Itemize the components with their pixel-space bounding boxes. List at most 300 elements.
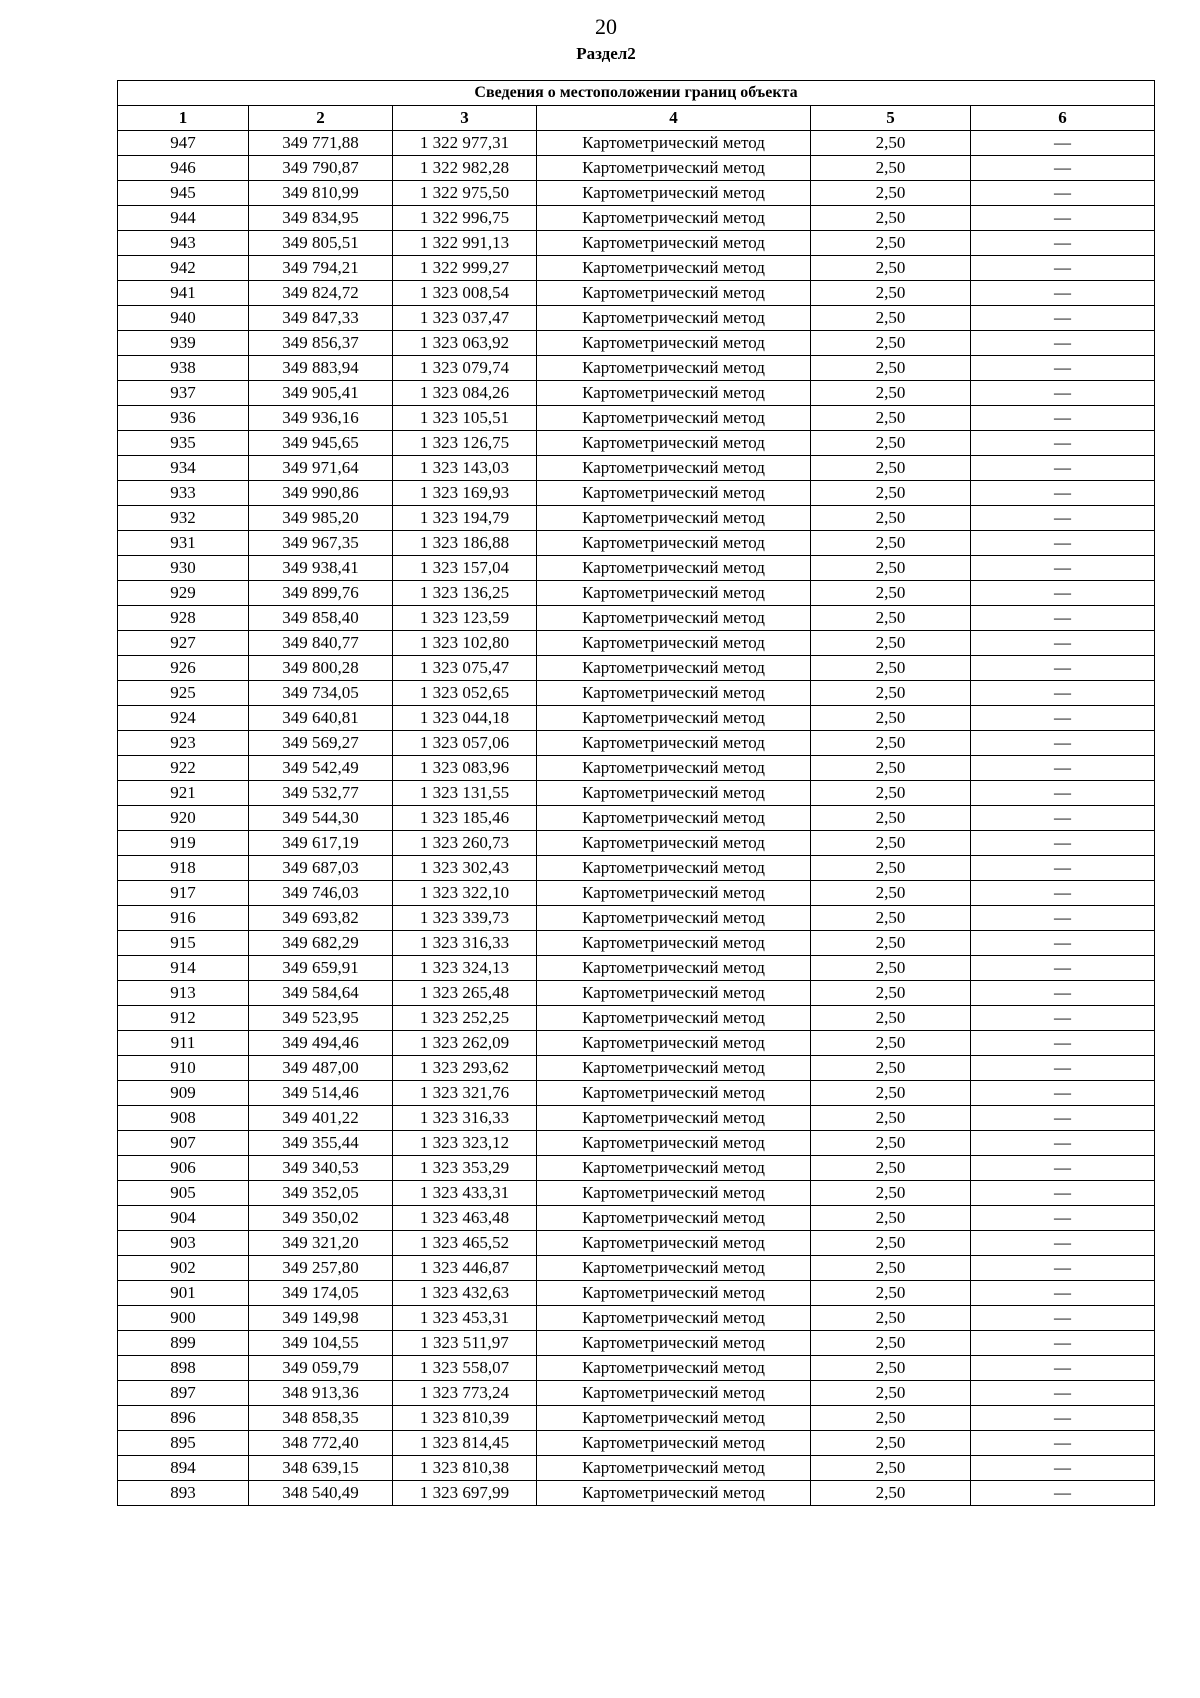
x-coordinate-cell: 349 257,80 [249, 1256, 393, 1281]
x-coordinate-cell: 349 794,21 [249, 256, 393, 281]
column-header: 5 [811, 106, 971, 131]
table-body [118, 81, 1155, 1506]
point-number-cell: 943 [118, 231, 249, 256]
point-number-cell: 920 [118, 806, 249, 831]
method-cell: Картометрический метод [537, 956, 811, 981]
table-row [118, 1081, 1155, 1106]
y-coordinate-cell: 1 323 037,47 [393, 306, 537, 331]
method-cell: Картометрический метод [537, 481, 811, 506]
table-row [118, 1356, 1155, 1381]
table-row [118, 681, 1155, 706]
method-cell: Картометрический метод [537, 781, 811, 806]
note-cell: — [971, 1181, 1155, 1206]
point-number-cell: 900 [118, 1306, 249, 1331]
note-cell: — [971, 1431, 1155, 1456]
point-number-cell: 905 [118, 1181, 249, 1206]
accuracy-cell: 2,50 [811, 1331, 971, 1356]
point-number-cell: 912 [118, 1006, 249, 1031]
column-header: 1 [118, 106, 249, 131]
y-coordinate-cell: 1 323 123,59 [393, 606, 537, 631]
note-cell: — [971, 956, 1155, 981]
method-cell: Картометрический метод [537, 1381, 811, 1406]
table-row [118, 1231, 1155, 1256]
point-number-cell: 913 [118, 981, 249, 1006]
table-row [118, 1481, 1155, 1506]
x-coordinate-cell: 349 824,72 [249, 281, 393, 306]
method-cell: Картометрический метод [537, 1181, 811, 1206]
x-coordinate-cell: 349 687,03 [249, 856, 393, 881]
table-row [118, 656, 1155, 681]
accuracy-cell: 2,50 [811, 506, 971, 531]
method-cell: Картометрический метод [537, 306, 811, 331]
note-cell: — [971, 881, 1155, 906]
y-coordinate-cell: 1 323 814,45 [393, 1431, 537, 1456]
method-cell: Картометрический метод [537, 1481, 811, 1506]
y-coordinate-cell: 1 323 322,10 [393, 881, 537, 906]
method-cell: Картометрический метод [537, 556, 811, 581]
point-number-cell: 922 [118, 756, 249, 781]
accuracy-cell: 2,50 [811, 1381, 971, 1406]
y-coordinate-cell: 1 322 996,75 [393, 206, 537, 231]
note-cell: — [971, 1231, 1155, 1256]
point-number-cell: 946 [118, 156, 249, 181]
point-number-cell: 893 [118, 1481, 249, 1506]
y-coordinate-cell: 1 322 975,50 [393, 181, 537, 206]
note-cell: — [971, 1456, 1155, 1481]
method-cell: Картометрический метод [537, 606, 811, 631]
method-cell: Картометрический метод [537, 931, 811, 956]
method-cell: Картометрический метод [537, 1281, 811, 1306]
x-coordinate-cell: 349 936,16 [249, 406, 393, 431]
method-cell: Картометрический метод [537, 881, 811, 906]
note-cell: — [971, 1081, 1155, 1106]
table-row [118, 881, 1155, 906]
y-coordinate-cell: 1 323 102,80 [393, 631, 537, 656]
x-coordinate-cell: 349 532,77 [249, 781, 393, 806]
point-number-cell: 908 [118, 1106, 249, 1131]
x-coordinate-cell: 348 772,40 [249, 1431, 393, 1456]
accuracy-cell: 2,50 [811, 406, 971, 431]
point-number-cell: 914 [118, 956, 249, 981]
note-cell: — [971, 1106, 1155, 1131]
y-coordinate-cell: 1 323 063,92 [393, 331, 537, 356]
accuracy-cell: 2,50 [811, 1031, 971, 1056]
point-number-cell: 939 [118, 331, 249, 356]
table-row [118, 756, 1155, 781]
x-coordinate-cell: 349 104,55 [249, 1331, 393, 1356]
accuracy-cell: 2,50 [811, 1056, 971, 1081]
method-cell: Картометрический метод [537, 506, 811, 531]
table-row [118, 206, 1155, 231]
note-cell: — [971, 381, 1155, 406]
point-number-cell: 934 [118, 456, 249, 481]
y-coordinate-cell: 1 323 463,48 [393, 1206, 537, 1231]
point-number-cell: 936 [118, 406, 249, 431]
method-cell: Картометрический метод [537, 156, 811, 181]
y-coordinate-cell: 1 323 302,43 [393, 856, 537, 881]
accuracy-cell: 2,50 [811, 131, 971, 156]
accuracy-cell: 2,50 [811, 806, 971, 831]
accuracy-cell: 2,50 [811, 481, 971, 506]
method-cell: Картометрический метод [537, 1231, 811, 1256]
accuracy-cell: 2,50 [811, 656, 971, 681]
method-cell: Картометрический метод [537, 1156, 811, 1181]
method-cell: Картометрический метод [537, 856, 811, 881]
note-cell: — [971, 831, 1155, 856]
note-cell: — [971, 1481, 1155, 1506]
table-row [118, 456, 1155, 481]
x-coordinate-cell: 349 734,05 [249, 681, 393, 706]
note-cell: — [971, 856, 1155, 881]
table-row [118, 981, 1155, 1006]
x-coordinate-cell: 349 401,22 [249, 1106, 393, 1131]
point-number-cell: 933 [118, 481, 249, 506]
y-coordinate-cell: 1 323 324,13 [393, 956, 537, 981]
x-coordinate-cell: 349 834,95 [249, 206, 393, 231]
x-coordinate-cell: 348 639,15 [249, 1456, 393, 1481]
method-cell: Картометрический метод [537, 1356, 811, 1381]
point-number-cell: 895 [118, 1431, 249, 1456]
method-cell: Картометрический метод [537, 1031, 811, 1056]
x-coordinate-cell: 349 523,95 [249, 1006, 393, 1031]
accuracy-cell: 2,50 [811, 631, 971, 656]
x-coordinate-cell: 349 494,46 [249, 1031, 393, 1056]
point-number-cell: 919 [118, 831, 249, 856]
point-number-cell: 947 [118, 131, 249, 156]
note-cell: — [971, 981, 1155, 1006]
table-row [118, 806, 1155, 831]
y-coordinate-cell: 1 323 136,25 [393, 581, 537, 606]
y-coordinate-cell: 1 323 433,31 [393, 1181, 537, 1206]
y-coordinate-cell: 1 322 991,13 [393, 231, 537, 256]
x-coordinate-cell: 349 059,79 [249, 1356, 393, 1381]
x-coordinate-cell: 349 355,44 [249, 1131, 393, 1156]
note-cell: — [971, 356, 1155, 381]
y-coordinate-cell: 1 323 052,65 [393, 681, 537, 706]
point-number-cell: 910 [118, 1056, 249, 1081]
point-number-cell: 896 [118, 1406, 249, 1431]
accuracy-cell: 2,50 [811, 906, 971, 931]
table-row [118, 1106, 1155, 1131]
method-cell: Картометрический метод [537, 1131, 811, 1156]
x-coordinate-cell: 349 352,05 [249, 1181, 393, 1206]
x-coordinate-cell: 349 971,64 [249, 456, 393, 481]
method-cell: Картометрический метод [537, 1406, 811, 1431]
point-number-cell: 902 [118, 1256, 249, 1281]
method-cell: Картометрический метод [537, 1456, 811, 1481]
x-coordinate-cell: 349 790,87 [249, 156, 393, 181]
table-row [118, 531, 1155, 556]
x-coordinate-cell: 348 913,36 [249, 1381, 393, 1406]
point-number-cell: 907 [118, 1131, 249, 1156]
y-coordinate-cell: 1 323 262,09 [393, 1031, 537, 1056]
x-coordinate-cell: 349 771,88 [249, 131, 393, 156]
table-row [118, 731, 1155, 756]
table-row [118, 1331, 1155, 1356]
point-number-cell: 903 [118, 1231, 249, 1256]
accuracy-cell: 2,50 [811, 431, 971, 456]
table-row [118, 506, 1155, 531]
point-number-cell: 944 [118, 206, 249, 231]
method-cell: Картометрический метод [537, 656, 811, 681]
note-cell: — [971, 556, 1155, 581]
method-cell: Картометрический метод [537, 731, 811, 756]
y-coordinate-cell: 1 323 293,62 [393, 1056, 537, 1081]
x-coordinate-cell: 349 617,19 [249, 831, 393, 856]
x-coordinate-cell: 349 514,46 [249, 1081, 393, 1106]
table-row [118, 1181, 1155, 1206]
x-coordinate-cell: 349 899,76 [249, 581, 393, 606]
method-cell: Картометрический метод [537, 281, 811, 306]
method-cell: Картометрический метод [537, 906, 811, 931]
accuracy-cell: 2,50 [811, 1106, 971, 1131]
note-cell: — [971, 1206, 1155, 1231]
method-cell: Картометрический метод [537, 581, 811, 606]
point-number-cell: 927 [118, 631, 249, 656]
accuracy-cell: 2,50 [811, 356, 971, 381]
column-header: 3 [393, 106, 537, 131]
y-coordinate-cell: 1 323 008,54 [393, 281, 537, 306]
method-cell: Картометрический метод [537, 806, 811, 831]
table-row [118, 356, 1155, 381]
y-coordinate-cell: 1 323 075,47 [393, 656, 537, 681]
point-number-cell: 945 [118, 181, 249, 206]
y-coordinate-cell: 1 323 105,51 [393, 406, 537, 431]
accuracy-cell: 2,50 [811, 1406, 971, 1431]
note-cell: — [971, 456, 1155, 481]
table-row [118, 956, 1155, 981]
table-row [118, 331, 1155, 356]
method-cell: Картометрический метод [537, 206, 811, 231]
table-row [118, 231, 1155, 256]
method-cell: Картометрический метод [537, 406, 811, 431]
accuracy-cell: 2,50 [811, 531, 971, 556]
accuracy-cell: 2,50 [811, 981, 971, 1006]
accuracy-cell: 2,50 [811, 231, 971, 256]
method-cell: Картометрический метод [537, 1256, 811, 1281]
accuracy-cell: 2,50 [811, 456, 971, 481]
note-cell: — [971, 256, 1155, 281]
x-coordinate-cell: 349 746,03 [249, 881, 393, 906]
point-number-cell: 929 [118, 581, 249, 606]
note-cell: — [971, 706, 1155, 731]
y-coordinate-cell: 1 323 169,93 [393, 481, 537, 506]
accuracy-cell: 2,50 [811, 306, 971, 331]
method-cell: Картометрический метод [537, 1306, 811, 1331]
table-row [118, 931, 1155, 956]
note-cell: — [971, 531, 1155, 556]
accuracy-cell: 2,50 [811, 1256, 971, 1281]
accuracy-cell: 2,50 [811, 331, 971, 356]
y-coordinate-cell: 1 323 511,97 [393, 1331, 537, 1356]
table-row [118, 556, 1155, 581]
x-coordinate-cell: 349 810,99 [249, 181, 393, 206]
method-cell: Картометрический метод [537, 1006, 811, 1031]
y-coordinate-cell: 1 323 260,73 [393, 831, 537, 856]
accuracy-cell: 2,50 [811, 1006, 971, 1031]
y-coordinate-cell: 1 322 977,31 [393, 131, 537, 156]
y-coordinate-cell: 1 323 453,31 [393, 1306, 537, 1331]
y-coordinate-cell: 1 323 810,38 [393, 1456, 537, 1481]
table-row [118, 1131, 1155, 1156]
table-row [118, 131, 1155, 156]
x-coordinate-cell: 349 938,41 [249, 556, 393, 581]
table-row [118, 856, 1155, 881]
point-number-cell: 941 [118, 281, 249, 306]
y-coordinate-cell: 1 323 131,55 [393, 781, 537, 806]
x-coordinate-cell: 349 945,65 [249, 431, 393, 456]
y-coordinate-cell: 1 323 143,03 [393, 456, 537, 481]
table-row [118, 831, 1155, 856]
table-row [118, 281, 1155, 306]
table-row [118, 706, 1155, 731]
point-number-cell: 909 [118, 1081, 249, 1106]
x-coordinate-cell: 348 858,35 [249, 1406, 393, 1431]
note-cell: — [971, 731, 1155, 756]
point-number-cell: 937 [118, 381, 249, 406]
x-coordinate-cell: 349 659,91 [249, 956, 393, 981]
accuracy-cell: 2,50 [811, 1081, 971, 1106]
accuracy-cell: 2,50 [811, 1431, 971, 1456]
method-cell: Картометрический метод [537, 681, 811, 706]
table-row [118, 1256, 1155, 1281]
method-cell: Картометрический метод [537, 756, 811, 781]
table-row [118, 1281, 1155, 1306]
note-cell: — [971, 181, 1155, 206]
accuracy-cell: 2,50 [811, 206, 971, 231]
note-cell: — [971, 1281, 1155, 1306]
x-coordinate-cell: 349 858,40 [249, 606, 393, 631]
note-cell: — [971, 806, 1155, 831]
note-cell: — [971, 281, 1155, 306]
note-cell: — [971, 131, 1155, 156]
accuracy-cell: 2,50 [811, 381, 971, 406]
note-cell: — [971, 506, 1155, 531]
y-coordinate-cell: 1 323 079,74 [393, 356, 537, 381]
accuracy-cell: 2,50 [811, 256, 971, 281]
note-cell: — [971, 906, 1155, 931]
method-cell: Картометрический метод [537, 1056, 811, 1081]
method-cell: Картометрический метод [537, 706, 811, 731]
note-cell: — [971, 781, 1155, 806]
boundary-coordinates-table [117, 80, 1155, 1506]
y-coordinate-cell: 1 323 252,25 [393, 1006, 537, 1031]
table-row [118, 1206, 1155, 1231]
note-cell: — [971, 1006, 1155, 1031]
method-cell: Картометрический метод [537, 456, 811, 481]
table-row [118, 606, 1155, 631]
table-row [118, 481, 1155, 506]
y-coordinate-cell: 1 323 044,18 [393, 706, 537, 731]
point-number-cell: 923 [118, 731, 249, 756]
x-coordinate-cell: 349 544,30 [249, 806, 393, 831]
method-cell: Картометрический метод [537, 331, 811, 356]
note-cell: — [971, 206, 1155, 231]
y-coordinate-cell: 1 323 084,26 [393, 381, 537, 406]
accuracy-cell: 2,50 [811, 1456, 971, 1481]
table-row [118, 1431, 1155, 1456]
y-coordinate-cell: 1 323 773,24 [393, 1381, 537, 1406]
accuracy-cell: 2,50 [811, 831, 971, 856]
y-coordinate-cell: 1 323 157,04 [393, 556, 537, 581]
accuracy-cell: 2,50 [811, 1356, 971, 1381]
table-caption-row [118, 81, 1155, 106]
accuracy-cell: 2,50 [811, 781, 971, 806]
note-cell: — [971, 581, 1155, 606]
table-row [118, 781, 1155, 806]
table-row [118, 1006, 1155, 1031]
x-coordinate-cell: 349 967,35 [249, 531, 393, 556]
x-coordinate-cell: 349 487,00 [249, 1056, 393, 1081]
y-coordinate-cell: 1 323 126,75 [393, 431, 537, 456]
point-number-cell: 898 [118, 1356, 249, 1381]
x-coordinate-cell: 349 149,98 [249, 1306, 393, 1331]
y-coordinate-cell: 1 323 323,12 [393, 1131, 537, 1156]
note-cell: — [971, 1306, 1155, 1331]
x-coordinate-cell: 349 542,49 [249, 756, 393, 781]
point-number-cell: 917 [118, 881, 249, 906]
note-cell: — [971, 656, 1155, 681]
table-row [118, 1406, 1155, 1431]
method-cell: Картометрический метод [537, 1081, 811, 1106]
x-coordinate-cell: 349 856,37 [249, 331, 393, 356]
method-cell: Картометрический метод [537, 831, 811, 856]
note-cell: — [971, 481, 1155, 506]
accuracy-cell: 2,50 [811, 856, 971, 881]
note-cell: — [971, 1031, 1155, 1056]
x-coordinate-cell: 348 540,49 [249, 1481, 393, 1506]
accuracy-cell: 2,50 [811, 881, 971, 906]
y-coordinate-cell: 1 323 465,52 [393, 1231, 537, 1256]
method-cell: Картометрический метод [537, 631, 811, 656]
note-cell: — [971, 1406, 1155, 1431]
x-coordinate-cell: 349 985,20 [249, 506, 393, 531]
x-coordinate-cell: 349 840,77 [249, 631, 393, 656]
point-number-cell: 942 [118, 256, 249, 281]
accuracy-cell: 2,50 [811, 756, 971, 781]
table-row [118, 906, 1155, 931]
point-number-cell: 906 [118, 1156, 249, 1181]
table-row [118, 181, 1155, 206]
note-cell: — [971, 1381, 1155, 1406]
point-number-cell: 899 [118, 1331, 249, 1356]
table-row [118, 1056, 1155, 1081]
table-row [118, 581, 1155, 606]
y-coordinate-cell: 1 323 057,06 [393, 731, 537, 756]
y-coordinate-cell: 1 323 558,07 [393, 1356, 537, 1381]
table-row [118, 1381, 1155, 1406]
point-number-cell: 921 [118, 781, 249, 806]
point-number-cell: 901 [118, 1281, 249, 1306]
table-row [118, 256, 1155, 281]
accuracy-cell: 2,50 [811, 1156, 971, 1181]
accuracy-cell: 2,50 [811, 606, 971, 631]
x-coordinate-cell: 349 693,82 [249, 906, 393, 931]
table-row [118, 1031, 1155, 1056]
point-number-cell: 938 [118, 356, 249, 381]
x-coordinate-cell: 349 682,29 [249, 931, 393, 956]
note-cell: — [971, 231, 1155, 256]
point-number-cell: 931 [118, 531, 249, 556]
y-coordinate-cell: 1 323 185,46 [393, 806, 537, 831]
note-cell: — [971, 331, 1155, 356]
note-cell: — [971, 631, 1155, 656]
accuracy-cell: 2,50 [811, 1181, 971, 1206]
point-number-cell: 894 [118, 1456, 249, 1481]
table-row [118, 1456, 1155, 1481]
note-cell: — [971, 1056, 1155, 1081]
accuracy-cell: 2,50 [811, 556, 971, 581]
